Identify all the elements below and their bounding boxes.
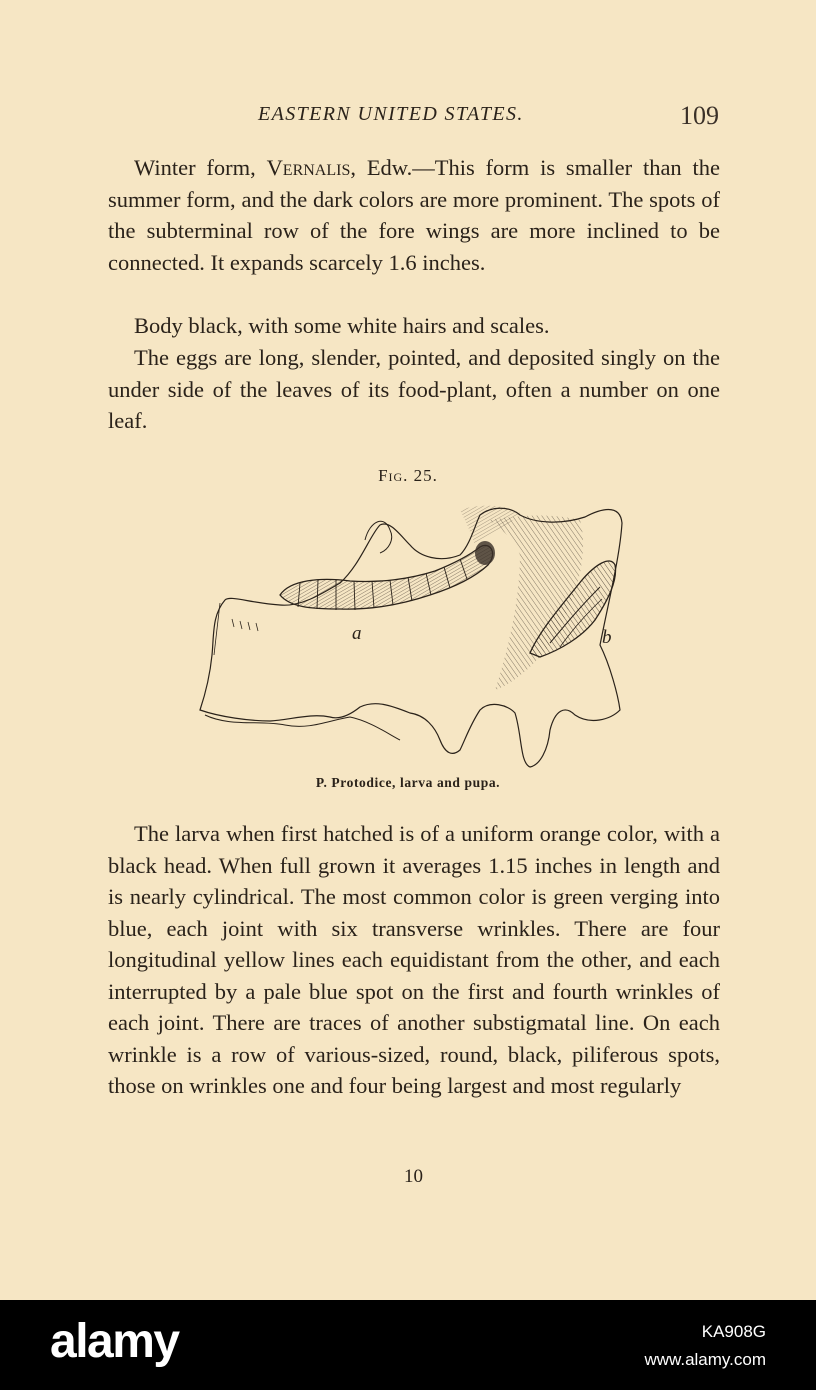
paragraph-body: , Edw.—This form is smaller than the summer form, and the dark colors are more prominent. The spots of the subterminal row of the fore wings are more inclined to be connected. It expands scarcely 1.6 inches. [108,155,720,275]
larva-head [475,541,495,565]
running-title: EASTERN UNITED STATES. [258,103,524,125]
paragraph-winter-form [108,152,720,278]
leaf-lower-edge [205,715,400,740]
signature-mark: 10 [404,1166,423,1187]
species-name-vernalis: Vernalis [266,155,351,180]
figure-marker-b: b [602,627,612,648]
paragraph-body-description: Body black, with some white hairs and scales. [134,313,550,338]
larva-pupa-illustration [190,495,630,770]
paragraph-lead: Winter form, [134,155,267,180]
paragraph-eggs: The eggs are long, slender, pointed, and deposited singly on the under side of the leaves of its food-plant, often a number on one leaf. [108,345,720,433]
figure-larva-pupa-engraving [190,495,630,770]
page-number: 109 [680,101,719,130]
image-id: KA908G [701,1322,766,1341]
running-head [0,103,816,133]
paragraph-larva-description: The larva when first hatched is of a uniform orange color, with a black head. When full grown it averages 1.15 inches in length and is nearly cylindrical. The most common color is green verging into blue, each joint with six transverse wrinkles. There are four longitudinal yellow lines each equidistant from the other, and each interrupted by a pale blue spot on the first and fourth wrinkles of each joint. There are traces of another substigmatal line. On each wrinkle is a row of various-sized, round, black, piliferous spots, those on wrinkles one and four being largest and most regularly [108,821,720,1098]
figure-marker-a: a [352,623,362,644]
figure-label: Fig. 25. [378,466,438,485]
alamy-logo: alamy [50,1315,179,1368]
figure-caption: P. Protodice, larva and pupa. [315,775,501,790]
watermark-bar [0,1300,816,1390]
leaf-veins [214,603,258,655]
source-url: www.alamy.com [644,1350,766,1369]
